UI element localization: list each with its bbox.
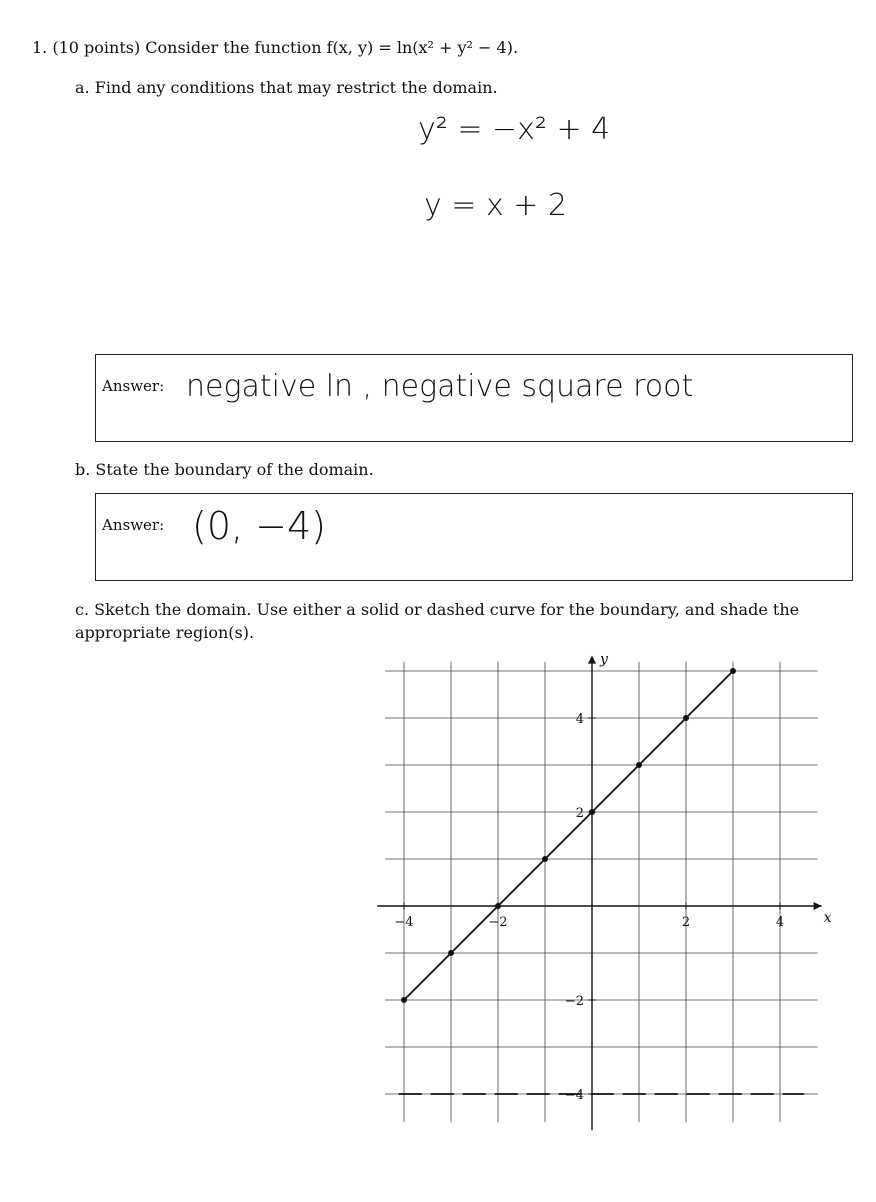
part-a-prompt: a. Find any conditions that may restrict the domain. bbox=[75, 78, 498, 97]
x-tick-label: 2 bbox=[681, 915, 691, 930]
answer-b-text: (0, −4) bbox=[192, 504, 327, 548]
plotted-point bbox=[730, 668, 736, 674]
plotted-point bbox=[448, 950, 454, 956]
boundary-line bbox=[404, 671, 733, 1000]
handwritten-work-line-1: y² = −x² + 4 bbox=[418, 112, 611, 147]
x-tick-label: −4 bbox=[394, 915, 414, 930]
y-axis-arrow-icon bbox=[588, 656, 596, 664]
answer-a-text: negative ln , negative square root bbox=[186, 369, 694, 404]
plotted-point bbox=[636, 762, 642, 768]
y-tick-label: 2 bbox=[575, 806, 584, 821]
plotted-point bbox=[683, 715, 689, 721]
x-axis-label: x bbox=[823, 910, 832, 926]
part-b-prompt: b. State the boundary of the domain. bbox=[75, 460, 374, 479]
y-tick-label: 4 bbox=[575, 712, 584, 727]
part-c-prompt: c. Sketch the domain. Use either a solid or dashed curve for the boundary, and shade the appropriate region(s). bbox=[75, 600, 800, 642]
y-tick-label: −4 bbox=[564, 1088, 584, 1103]
plotted-point bbox=[401, 997, 407, 1003]
x-tick-label: 4 bbox=[775, 915, 785, 930]
plotted-point bbox=[589, 809, 595, 815]
plotted-point bbox=[495, 903, 501, 909]
y-axis-label: y bbox=[600, 651, 608, 668]
answer-label: Answer: bbox=[102, 516, 165, 534]
plotted-point bbox=[542, 856, 548, 862]
y-tick-label: −2 bbox=[564, 994, 584, 1009]
x-axis-arrow-icon bbox=[814, 902, 822, 910]
handwritten-work-line-2: y = x + 2 bbox=[424, 188, 568, 223]
answer-label: Answer: bbox=[102, 377, 165, 395]
question-title: 1. (10 points) Consider the function f(x, y) = ln(x² + y² − 4). bbox=[32, 38, 519, 57]
x-tick-label: −2 bbox=[488, 915, 508, 930]
